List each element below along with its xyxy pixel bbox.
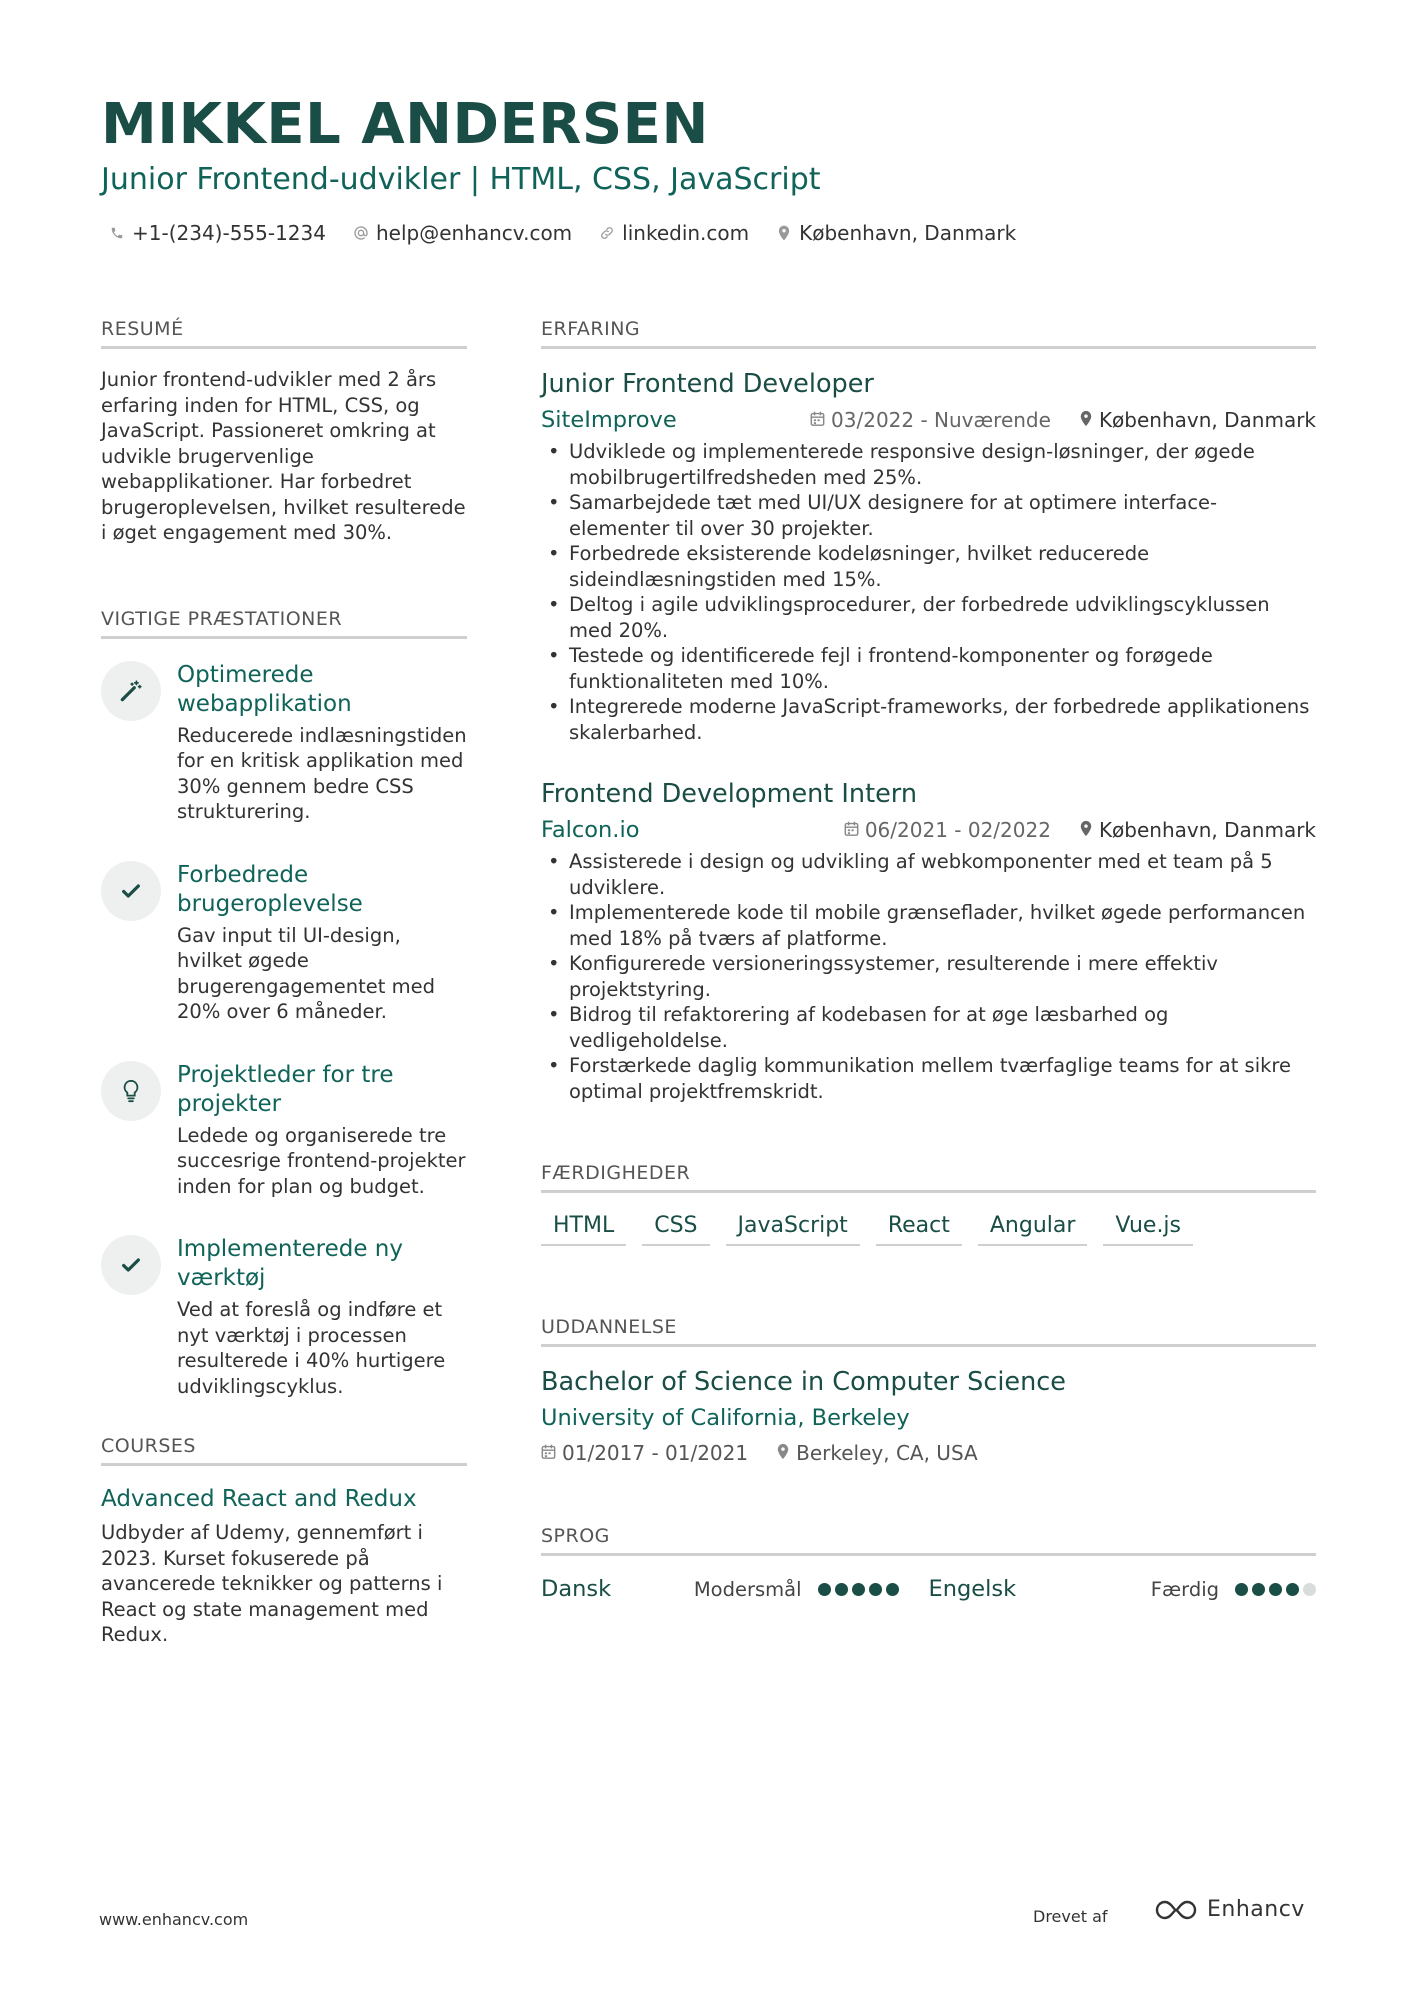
achievement-title: Projektleder for tre projekter [177,1061,394,1117]
education-location-text: Berkeley, CA, USA [796,1441,978,1465]
language-name: Dansk [541,1576,612,1602]
contact-phone [108,221,326,245]
calendar-icon [810,408,825,432]
job-title: Junior Frontend Developer [541,369,874,399]
location-text: København, Danmark [799,221,1017,245]
left-column [101,318,467,1648]
language-level: Modersmål [693,1577,802,1601]
contact-linkedin[interactable] [598,221,749,245]
map-pin-icon [1079,408,1093,432]
bullet-item: • Bidrog til refaktorering af kodebasen for at øge læsbarhed og vedligeholdelse. [541,1002,1316,1053]
achievement-text: Ved at foreslå og indføre et nyt værktøj i processen resulterede i 40% hurtigere udviklingscyklus. [177,1298,446,1398]
language-item [929,1576,1316,1602]
languages-heading: SPROG [541,1525,1316,1556]
phone-text: +1-(234)-555-1234 [132,221,326,245]
calendar-icon [541,1441,556,1465]
languages-list [541,1576,1316,1602]
language-rating [1235,1583,1316,1596]
languages-section [541,1525,1316,1602]
bullet-item: • Integrerede moderne JavaScript-frameworks, der forbedrede applikationens skalerbarhed. [541,694,1316,745]
job-date-text: 06/2021 - 02/2022 [864,818,1051,842]
language-rating [818,1583,899,1596]
calendar-icon [844,818,859,842]
bullet-item: • Samarbejdede tæt med UI/UX designere for at optimere interface-elementer til over 30 projekter. [541,490,1316,541]
job-location-text: København, Danmark [1098,408,1316,432]
achievement-text: Gav input til UI-design, hvilket øgede brugerengagementet med 20% over 6 måneder. [177,923,435,1023]
linkedin-text[interactable]: linkedin.com [622,221,750,245]
map-pin-icon [776,1441,790,1465]
company-name: Falcon.io [541,817,640,843]
job-location [1079,408,1316,432]
achievement-item [101,1235,467,1399]
summary-text: Junior frontend-udvikler med 2 års erfaring inden for HTML, CSS, og JavaScript. Passioneret omkring at udvikle brugervenlige webapplikationer. Har forbedret brugeroplevelsen, hvilket resulterede i øget engagement med 30%. [101,368,466,544]
bullet-item: • Testede og identificerede fejl i frontend-komponenter og forøgede funktionaliteten med 10%. [541,643,1316,694]
bullet-item: • Assisterede i design og udvikling af webkomponenter med et team på 5 udviklere. [541,849,1316,900]
footer-url[interactable]: www.enhancv.com [99,1910,249,1929]
skill-tag: Angular [978,1213,1088,1246]
job-entry [541,779,1316,1104]
map-pin-icon [1079,818,1093,842]
check-icon [101,1235,161,1295]
check-icon [101,861,161,921]
rating-dot-filled [818,1583,831,1596]
skill-tag: Vue.js [1103,1213,1193,1246]
job-bullets [541,849,1316,1104]
bullet-item: • Forstærkede daglig kommunikation mellem tværfaglige teams for at sikre optimal projektfremskridt. [541,1053,1316,1104]
skill-tag: HTML [541,1213,626,1246]
achievement-title: Forbedrede brugeroplevelse [177,861,363,917]
contact-location [775,221,1016,245]
contact-email[interactable] [352,221,572,245]
job-location-text: København, Danmark [1098,818,1316,842]
job-date [844,818,1051,842]
skills-heading: FÆRDIGHEDER [541,1162,1316,1193]
education-date [541,1441,748,1465]
skill-tag: CSS [642,1213,709,1246]
experience-section [541,318,1316,1104]
language-name: Engelsk [928,1576,1017,1602]
job-meta [541,817,1316,843]
job-meta [541,407,1316,433]
footer-brand: Enhancv [1207,1897,1305,1922]
achievements-list [101,661,467,1400]
achievement-item [101,861,467,1025]
job-date [810,408,1051,432]
rating-dot-filled [1269,1583,1282,1596]
map-pin-icon [775,224,793,242]
bullet-item: • Deltog i agile udviklingsprocedurer, der forbedrede udviklingscyklussen med 20%. [541,592,1316,643]
job-location [1079,818,1316,842]
candidate-name: MIKKEL ANDERSEN [101,92,709,157]
education-location [776,1441,978,1465]
course-title: Advanced React and Redux [101,1486,417,1512]
magic-wand-icon [101,661,161,721]
bullet-item: • Udviklede og implementerede responsive design-løsninger, der øgede mobilbrugertilfredsheden med 25%. [541,439,1316,490]
bullet-item: • Forbedrede eksisterende kodeløsninger, hvilket reducerede sideindlæsningstiden med 15%. [541,541,1316,592]
summary-section [101,318,467,546]
rating-dot-filled [1286,1583,1299,1596]
achievements-section [101,608,467,1400]
education-degree: Bachelor of Science in Computer Science [541,1367,1066,1397]
candidate-subtitle: Junior Frontend-udvikler | HTML, CSS, JavaScript [101,162,821,197]
skill-tag: JavaScript [726,1213,860,1246]
education-school: University of California, Berkeley [541,1405,910,1431]
education-section [541,1316,1316,1465]
job-bullets [541,439,1316,745]
bullet-item: • Konfigurerede versioneringssystemer, resulterende i mere effektiv projektstyring. [541,951,1316,1002]
right-column [541,318,1316,1602]
achievement-text: Ledede og organiserede tre succesrige frontend-projekter inden for plan og budget. [177,1123,466,1198]
bullet-item: • Implementerede kode til mobile grænseflader, hvilket øgede performancen med 18% på tværs af platforme. [541,900,1316,951]
link-icon [598,224,616,242]
summary-heading: RESUMÉ [101,318,467,349]
rating-dot-filled [1252,1583,1265,1596]
skill-tag: React [876,1213,962,1246]
rating-dot-filled [1235,1583,1248,1596]
rating-dot-empty [1303,1583,1316,1596]
rating-dot-filled [852,1583,865,1596]
rating-dot-filled [835,1583,848,1596]
company-name: SiteImprove [541,407,677,433]
job-date-text: 03/2022 - Nuværende [831,408,1051,432]
achievements-heading: VIGTIGE PRÆSTATIONER [101,608,467,639]
rating-dot-filled [869,1583,882,1596]
infinity-logo-icon [1153,1898,1199,1922]
experience-heading: ERFARING [541,318,1316,349]
achievement-text: Reducerede indlæsningstiden for en kritisk applikation med 30% gennem bedre CSS strukturering. [177,723,467,823]
achievement-title: Optimerede webapplikation [177,661,352,717]
achievement-title: Implementerede ny værktøj [177,1236,403,1291]
job-entry [541,369,1316,745]
lightbulb-icon [101,1061,161,1121]
education-heading: UDDANNELSE [541,1316,1316,1347]
rating-dot-filled [886,1583,899,1596]
education-meta [541,1441,1316,1465]
achievement-item [101,1061,467,1200]
enhancv-logo [1153,1897,1305,1922]
at-icon [352,224,370,242]
courses-section [101,1435,467,1648]
courses-heading: COURSES [101,1435,467,1466]
language-item [541,1576,929,1602]
skills-section [541,1162,1316,1246]
contact-bar [108,221,1016,245]
footer-powered-by: Drevet af [1033,1907,1108,1926]
achievement-item [101,661,467,825]
phone-icon [108,224,126,242]
email-text[interactable]: help@enhancv.com [375,221,573,245]
skills-list [541,1213,1316,1246]
language-level: Færdig [1150,1577,1219,1601]
course-description: Udbyder af Udemy, gennemført i 2023. Kurset fokuserede på avancerede teknikker og patterns i React og state management med Redux. [101,1521,443,1646]
education-date-text: 01/2017 - 01/2021 [562,1441,749,1465]
job-title: Frontend Development Intern [541,779,917,809]
